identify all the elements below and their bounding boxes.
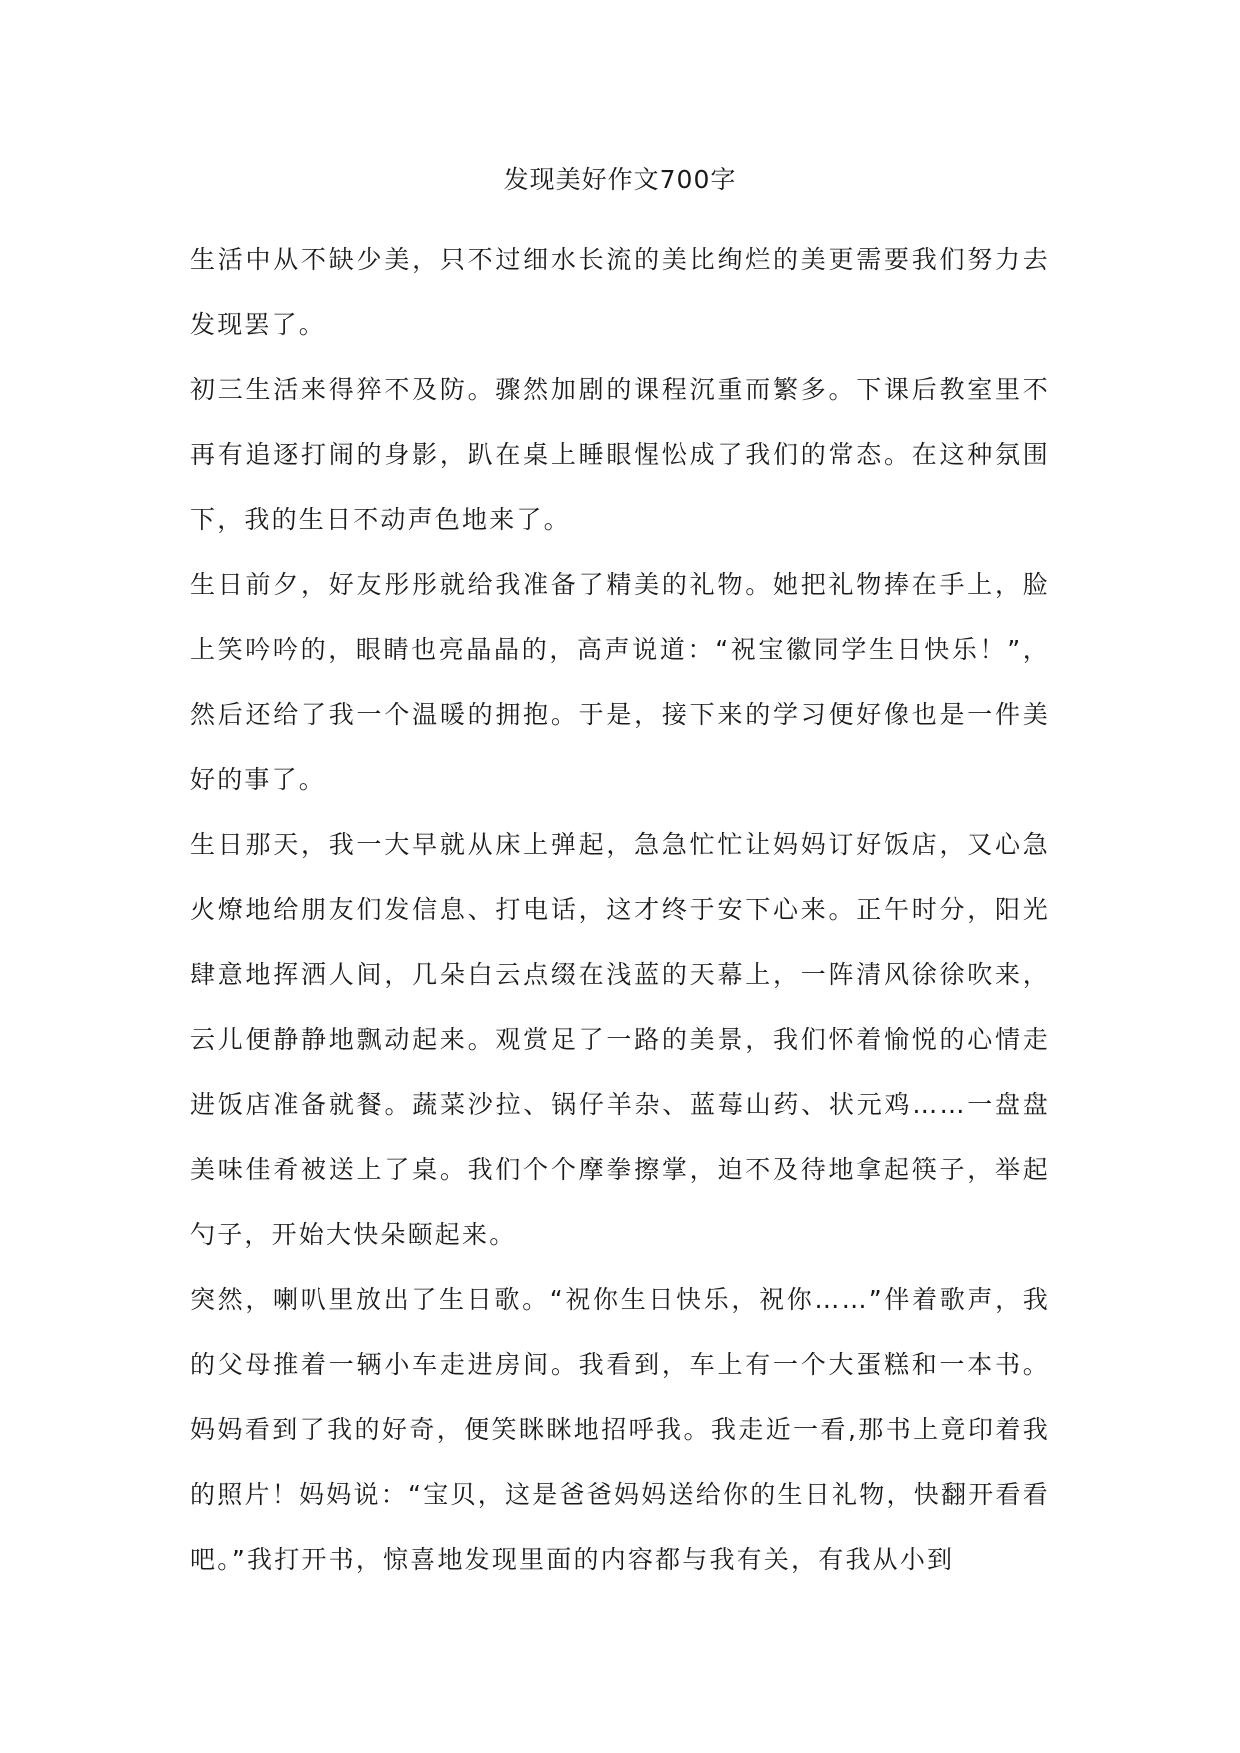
paragraph: 突然，喇叭里放出了生日歌。“祝你生日快乐，祝你……”伴着歌声，我的父母推着一辆小车走进房间。我看到，车上有一个大蛋糕和一本书。妈妈看到了我的好奇，便笑眯眯地招呼我。我走近一看,那书上竟印着我的照片！妈妈说：“宝贝，这是爸爸妈妈送给你的生日礼物，快翻开看看吧。”我打开书，惊喜地发现里面的内容都与我有关，有我从小到 (190, 1285, 1050, 1574)
paragraph: 生活中从不缺少美，只不过细水长流的美比绚烂的美更需要我们努力去发现罢了。 (190, 245, 1050, 339)
paragraph: 生日前夕，好友彤彤就给我准备了精美的礼物。她把礼物捧在手上，脸上笑吟吟的，眼睛也亮晶晶的，高声说道：“祝宝徽同学生日快乐！”，然后还给了我一个温暖的拥抱。于是，接下来的学习便好像也是一件美好的事了。 (190, 570, 1050, 794)
paragraph: 初三生活来得猝不及防。骤然加剧的课程沉重而繁多。下课后教室里不再有追逐打闹的身影，趴在桌上睡眼惺忪成了我们的常态。在这种氛围下，我的生日不动声色地来了。 (190, 375, 1050, 534)
document-title: 发现美好作文700字 (503, 165, 737, 194)
document-body (190, 227, 1050, 1592)
paragraph: 生日那天，我一大早就从床上弹起，急急忙忙让妈妈订好饭店，又心急火燎地给朋友们发信息、打电话，这才终于安下心来。正午时分，阳光肆意地挥洒人间，几朵白云点缀在浅蓝的天幕上，一阵清风徐徐吹来，云儿便静静地飘动起来。观赏足了一路的美景，我们怀着愉悦的心情走进饭店准备就餐。蔬菜沙拉、锅仔羊杂、蓝莓山药、状元鸡……一盘盘美味佳肴被送上了桌。我们个个摩拳擦掌，迫不及待地拿起筷子，举起勺子，开始大快朵颐起来。 (190, 830, 1050, 1249)
